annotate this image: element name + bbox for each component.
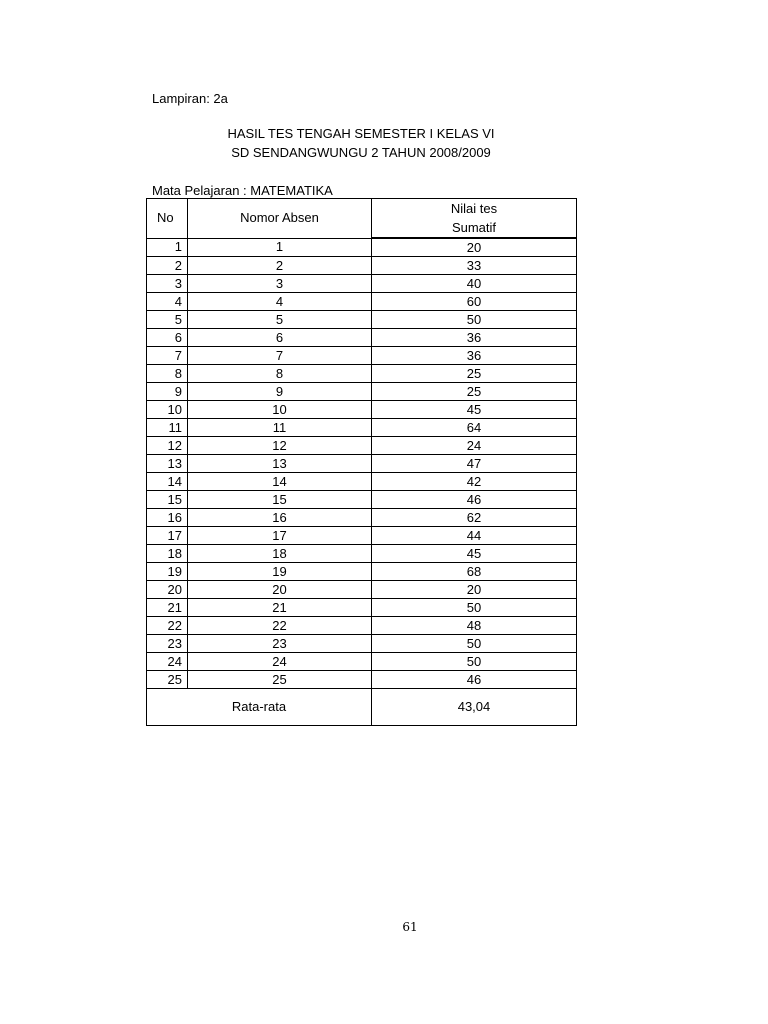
cell-no: 16: [147, 509, 188, 527]
subject-label: Mata Pelajaran : MATEMATIKA: [152, 183, 333, 198]
cell-nomor-absen: 22: [188, 617, 372, 635]
table-row: [147, 365, 577, 383]
cell-no: 5: [147, 311, 188, 329]
cell-no: 19: [147, 563, 188, 581]
cell-nilai: 50: [372, 635, 577, 653]
table-row: [147, 473, 577, 491]
cell-nilai: 60: [372, 293, 577, 311]
header-nilai-tes: [372, 199, 577, 239]
table-row: [147, 491, 577, 509]
table-row: [147, 545, 577, 563]
page-number: 61: [402, 920, 418, 934]
table-row: [147, 671, 577, 689]
cell-no: 6: [147, 329, 188, 347]
cell-nomor-absen: 5: [188, 311, 372, 329]
cell-nomor-absen: 24: [188, 653, 372, 671]
cell-nilai: 47: [372, 455, 577, 473]
attachment-label: Lampiran: 2a: [152, 91, 228, 106]
cell-nomor-absen: 1: [188, 238, 372, 257]
cell-nilai: 64: [372, 419, 577, 437]
cell-nilai: 24: [372, 437, 577, 455]
cell-nilai: 42: [372, 473, 577, 491]
cell-nilai: 20: [372, 238, 577, 257]
cell-nomor-absen: 16: [188, 509, 372, 527]
document-title-line1: HASIL TES TENGAH SEMESTER I KELAS VI: [227, 126, 495, 141]
cell-nilai: 46: [372, 671, 577, 689]
header-nilai-line2: Sumatif: [451, 220, 497, 235]
cell-no: 18: [147, 545, 188, 563]
table-row: [147, 383, 577, 401]
cell-nomor-absen: 9: [188, 383, 372, 401]
cell-nilai: 50: [372, 653, 577, 671]
table-row: [147, 347, 577, 365]
table-row: [147, 581, 577, 599]
cell-no: 25: [147, 671, 188, 689]
header-no: No: [147, 199, 188, 239]
cell-nomor-absen: 7: [188, 347, 372, 365]
table-row: [147, 275, 577, 293]
cell-no: 14: [147, 473, 188, 491]
average-label: Rata-rata: [147, 689, 372, 726]
cell-nomor-absen: 19: [188, 563, 372, 581]
cell-no: 4: [147, 293, 188, 311]
cell-no: 10: [147, 401, 188, 419]
cell-nomor-absen: 3: [188, 275, 372, 293]
average-row: [147, 689, 577, 726]
table-row: [147, 329, 577, 347]
document-title-line2: SD SENDANGWUNGU 2 TAHUN 2008/2009: [231, 145, 491, 160]
cell-nomor-absen: 13: [188, 455, 372, 473]
cell-nilai: 68: [372, 563, 577, 581]
cell-nilai: 50: [372, 311, 577, 329]
table-row: [147, 455, 577, 473]
cell-nomor-absen: 12: [188, 437, 372, 455]
cell-nomor-absen: 25: [188, 671, 372, 689]
table-row: [147, 599, 577, 617]
average-value: 43,04: [372, 689, 577, 726]
cell-nomor-absen: 21: [188, 599, 372, 617]
cell-no: 8: [147, 365, 188, 383]
table-header-row: [147, 199, 577, 239]
cell-nilai: 45: [372, 401, 577, 419]
cell-nomor-absen: 8: [188, 365, 372, 383]
cell-nomor-absen: 17: [188, 527, 372, 545]
cell-no: 2: [147, 257, 188, 275]
table-row: [147, 293, 577, 311]
table-row: [147, 635, 577, 653]
table-row: [147, 527, 577, 545]
scores-table: [146, 198, 577, 726]
cell-no: 22: [147, 617, 188, 635]
cell-nilai: 25: [372, 365, 577, 383]
cell-no: 24: [147, 653, 188, 671]
cell-nilai: 62: [372, 509, 577, 527]
cell-nilai: 25: [372, 383, 577, 401]
table-row: [147, 653, 577, 671]
cell-no: 9: [147, 383, 188, 401]
cell-no: 7: [147, 347, 188, 365]
cell-nomor-absen: 11: [188, 419, 372, 437]
table-row: [147, 311, 577, 329]
cell-nomor-absen: 4: [188, 293, 372, 311]
cell-nilai: 33: [372, 257, 577, 275]
cell-nilai: 20: [372, 581, 577, 599]
cell-nomor-absen: 10: [188, 401, 372, 419]
cell-nilai: 46: [372, 491, 577, 509]
cell-nomor-absen: 15: [188, 491, 372, 509]
cell-no: 17: [147, 527, 188, 545]
table-row: [147, 238, 577, 257]
cell-no: 15: [147, 491, 188, 509]
cell-no: 12: [147, 437, 188, 455]
cell-nilai: 45: [372, 545, 577, 563]
cell-nilai: 48: [372, 617, 577, 635]
table-row: [147, 563, 577, 581]
cell-nomor-absen: 14: [188, 473, 372, 491]
cell-nilai: 44: [372, 527, 577, 545]
table-row: [147, 617, 577, 635]
table-body: [147, 238, 577, 689]
cell-nilai: 50: [372, 599, 577, 617]
header-nilai-line1: Nilai tes: [450, 201, 498, 216]
cell-nilai: 40: [372, 275, 577, 293]
cell-no: 1: [147, 238, 188, 257]
table-row: [147, 509, 577, 527]
table-row: [147, 437, 577, 455]
cell-no: 20: [147, 581, 188, 599]
cell-nomor-absen: 20: [188, 581, 372, 599]
cell-nomor-absen: 23: [188, 635, 372, 653]
table-row: [147, 401, 577, 419]
cell-no: 13: [147, 455, 188, 473]
cell-nomor-absen: 18: [188, 545, 372, 563]
cell-no: 23: [147, 635, 188, 653]
cell-nilai: 36: [372, 329, 577, 347]
header-nomor-absen: Nomor Absen: [188, 199, 372, 239]
cell-no: 21: [147, 599, 188, 617]
table-row: [147, 419, 577, 437]
cell-no: 3: [147, 275, 188, 293]
table-row: [147, 257, 577, 275]
cell-nomor-absen: 6: [188, 329, 372, 347]
cell-no: 11: [147, 419, 188, 437]
cell-nilai: 36: [372, 347, 577, 365]
cell-nomor-absen: 2: [188, 257, 372, 275]
